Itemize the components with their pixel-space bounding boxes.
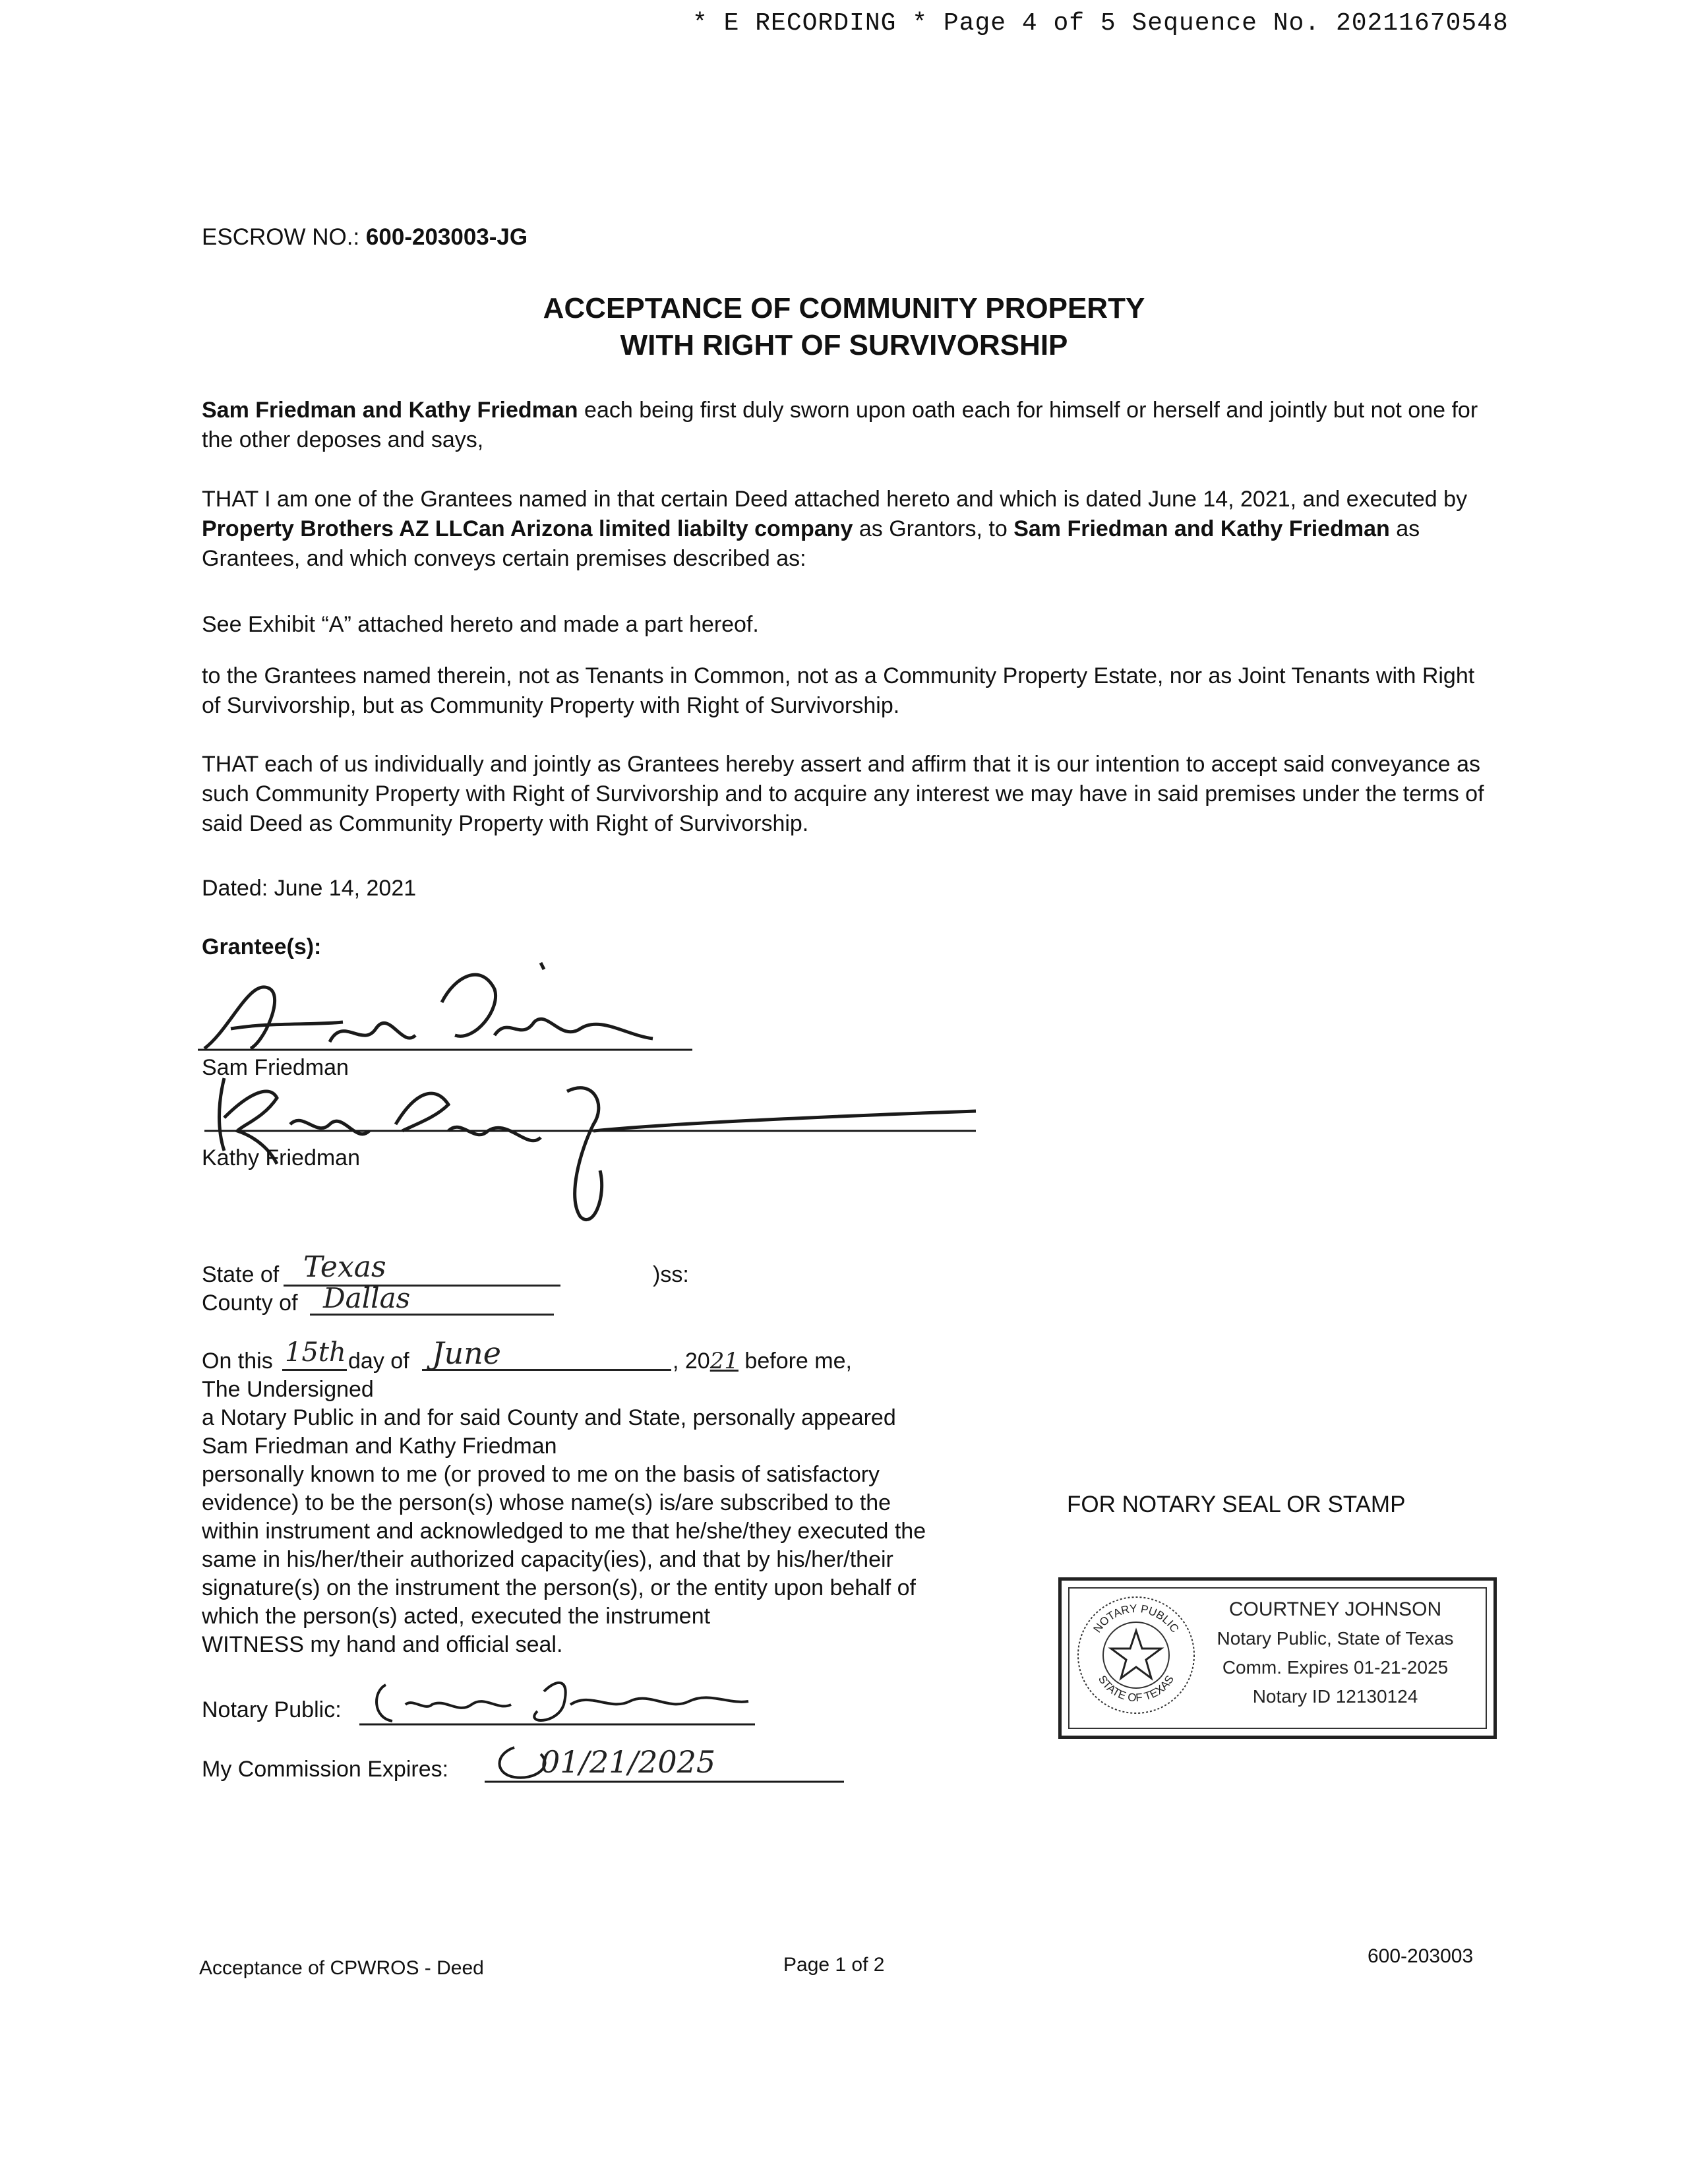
paragraph-deed xyxy=(202,485,1488,574)
stamp-name: COURTNEY JOHNSON xyxy=(1228,1598,1442,1620)
year-prefix: , 20 xyxy=(673,1349,710,1374)
county-value: Dallas xyxy=(323,1282,411,1314)
ack-line-9: WITNESS my hand and official seal. xyxy=(202,1632,563,1657)
document-title-line2: WITH RIGHT OF SURVIVORSHIP xyxy=(620,329,1068,361)
day-of-label: day of xyxy=(348,1349,409,1374)
before-me: before me, xyxy=(738,1349,852,1374)
stamp-notary-id: Notary ID 12130124 xyxy=(1252,1686,1418,1707)
grantee-name-kathy: Kathy Friedman xyxy=(202,1145,360,1170)
undersigned: The Undersigned xyxy=(202,1377,374,1402)
notary-public-label: Notary Public: xyxy=(202,1697,342,1722)
paragraph-exhibit: See Exhibit “A” attached hereto and made a part hereof. xyxy=(202,612,759,637)
ack-line-2: Sam Friedman and Kathy Friedman xyxy=(202,1434,557,1459)
stamp-expiration: Comm. Expires 01-21-2025 xyxy=(1222,1657,1449,1678)
footer-page-number: Page 1 of 2 xyxy=(783,1954,885,1976)
escrow-number xyxy=(202,224,528,251)
day-value: 15th xyxy=(285,1337,346,1368)
commission-label: My Commission Expires: xyxy=(202,1757,449,1782)
commission-value: 01/21/2025 xyxy=(541,1744,716,1780)
day-underline xyxy=(282,1369,347,1371)
month-value: June xyxy=(432,1335,501,1371)
ack-line-4: evidence) to be the person(s) whose name(s) is/are subscribed to the xyxy=(202,1490,891,1515)
footer-doc-name: Acceptance of CPWROS - Deed xyxy=(199,1957,484,1979)
ack-line-6: same in his/her/their authorized capacity(ies), and that by his/her/their xyxy=(202,1547,893,1572)
stamp-commission-state: Notary Public, State of Texas xyxy=(1217,1628,1454,1649)
notary-stamp xyxy=(1058,1577,1497,1739)
seal-ring-bottom: STATE OF TEXAS xyxy=(1095,1673,1177,1705)
ss-mark: )ss: xyxy=(653,1262,689,1287)
grantees-label: Grantee(s): xyxy=(202,934,322,959)
signature-sam-friedman xyxy=(191,950,692,1068)
state-value: Texas xyxy=(303,1250,386,1284)
dated-line: Dated: June 14, 2021 xyxy=(202,876,417,901)
deposition-text: each being first duly sworn upon oath each for himself or herself and jointly but not one for the other deposes and says, xyxy=(202,398,1478,452)
year-value: 21 xyxy=(709,1348,738,1374)
grantor-name: Property Brothers AZ LLCan Arizona limited liabilty company xyxy=(202,516,853,541)
recording-header: * E RECORDING * Page 4 of 5 Sequence No. 20211670548 xyxy=(692,9,1509,38)
county-underline xyxy=(310,1314,554,1316)
notary-seal-emblem xyxy=(1073,1592,1199,1718)
deed-text-b: as Grantors, to xyxy=(853,516,1014,541)
year-line xyxy=(673,1347,852,1376)
document-title-line1: ACCEPTANCE OF COMMUNITY PROPERTY xyxy=(543,292,1145,324)
state-label: State of xyxy=(202,1262,280,1287)
footer-escrow-ref: 600-203003 xyxy=(1368,1945,1474,1967)
month-underline xyxy=(422,1369,671,1371)
grantee-name-sam: Sam Friedman xyxy=(202,1055,349,1080)
paragraph-affirmation: THAT each of us individually and jointly as Grantees hereby assert and affirm that it is our intention to accept said conveyance as such Community Property with Right of Survivorship and to acquire any interest we may have in said premises under the terms of said Deed as Community Property with Right of Survivorship. xyxy=(202,752,1484,836)
deponent-names: Sam Friedman and Kathy Friedman xyxy=(202,398,578,423)
deed-text-c: as Grantees, and which conveys certain premises described as: xyxy=(202,516,1420,571)
seal-heading: FOR NOTARY SEAL OR STAMP xyxy=(1067,1492,1406,1517)
on-this-label: On this xyxy=(202,1349,273,1374)
deed-text-a: THAT I am one of the Grantees named in that certain Deed attached hereto and which is dated June 14, 2021, and executed by xyxy=(202,487,1468,512)
ack-line-3: personally known to me (or proved to me on the basis of satisfactory xyxy=(202,1462,880,1487)
grantee-names: Sam Friedman and Kathy Friedman xyxy=(1013,516,1390,541)
county-label: County of xyxy=(202,1290,298,1316)
escrow-label: ESCROW NO.: xyxy=(202,224,360,250)
stamp-text-block xyxy=(1193,1595,1477,1711)
seal-ring-top: NOTARY PUBLIC xyxy=(1091,1602,1182,1635)
ack-line-7: signature(s) on the instrument the person(s), or the entity upon behalf of xyxy=(202,1575,916,1600)
ack-line-5: within instrument and acknowledged to me that he/she/they executed the xyxy=(202,1519,926,1544)
ack-line-8: which the person(s) acted, executed the instrument xyxy=(202,1604,711,1629)
escrow-value: 600-203003-JG xyxy=(365,224,528,250)
ack-line-1: a Notary Public in and for said County and State, personally appeared xyxy=(202,1405,896,1430)
paragraph-deposition xyxy=(202,396,1488,455)
paragraph-tenancy: to the Grantees named therein, not as Tenants in Common, not as a Community Property Estate, nor as Joint Tenants with Right of Survivorship, but as Community Property with Right of Survivorship. xyxy=(202,663,1475,718)
